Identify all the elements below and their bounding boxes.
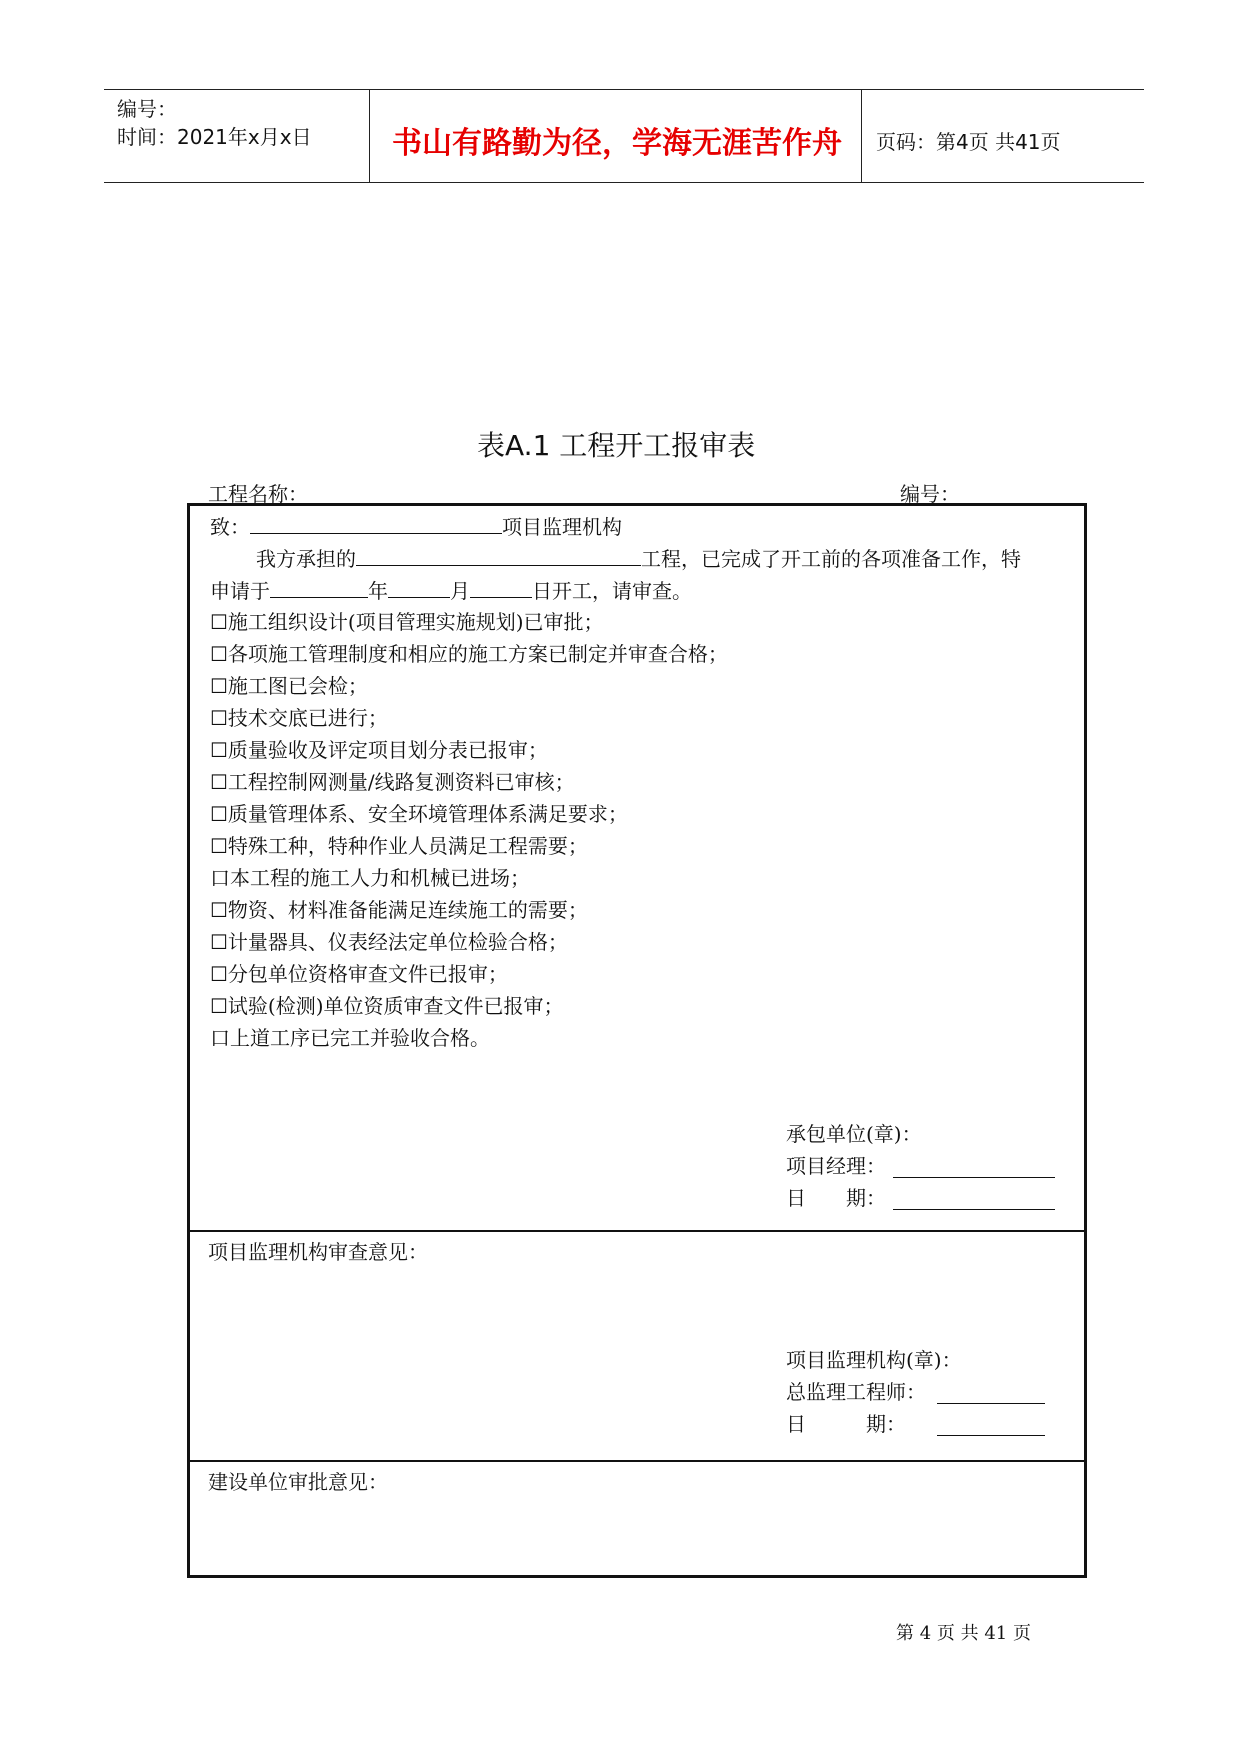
month-label: 月 bbox=[450, 579, 470, 603]
checklist-item[interactable]: ☐计量器具、仪表经法定单位检验合格； bbox=[210, 930, 568, 954]
checklist-item[interactable]: 口本工程的施工人力和机械已进场； bbox=[210, 866, 530, 890]
checklist-item[interactable]: ☐特殊工种，特种作业人员满足工程需要； bbox=[210, 834, 588, 858]
form-title: 表A.1 工程开工报审表 bbox=[477, 429, 756, 462]
request-line-1 bbox=[256, 545, 1021, 572]
project-manager-label: 项目经理： bbox=[786, 1154, 886, 1178]
section-separator-2 bbox=[187, 1460, 1087, 1462]
contractor-seal-label: 承包单位(章)： bbox=[786, 1122, 922, 1146]
checklist-item[interactable]: ☐物资、材料准备能满足连续施工的需要； bbox=[210, 898, 588, 922]
header-serial-label: 编号： bbox=[117, 97, 177, 121]
form-number-label: 编号： bbox=[900, 482, 960, 506]
day-blank[interactable] bbox=[470, 577, 532, 598]
checklist-item[interactable]: ☐质量验收及评定项目划分表已报审； bbox=[210, 738, 548, 762]
footer-page-number: 第 4 页 共 41 页 bbox=[896, 1623, 1031, 1644]
day-label: 日开工，请审查。 bbox=[532, 579, 692, 603]
checklist-item[interactable]: ☐施工组织设计(项目管理实施规划)已审批； bbox=[210, 610, 604, 634]
year-blank[interactable] bbox=[270, 577, 368, 598]
header-divider-left bbox=[369, 89, 370, 182]
supervision-opinion-label: 项目监理机构审查意见： bbox=[208, 1240, 428, 1264]
checklist-item[interactable]: ☐各项施工管理制度和相应的施工方案已制定并审查合格； bbox=[210, 642, 728, 666]
supervision-seal-label: 项目监理机构(章)： bbox=[786, 1348, 962, 1372]
checklist-item[interactable]: ☐质量管理体系、安全环境管理体系满足要求； bbox=[210, 802, 628, 826]
project-manager-blank[interactable] bbox=[893, 1177, 1055, 1178]
header-divider-right bbox=[861, 89, 862, 182]
header-motto: 书山有路勤为径，学海无涯苦作舟 bbox=[392, 126, 842, 161]
chief-engineer-blank[interactable] bbox=[937, 1403, 1045, 1404]
checklist-item[interactable]: ☐工程控制网测量/线路复测资料已审核； bbox=[210, 770, 575, 794]
owner-approval-label: 建设单位审批意见： bbox=[208, 1470, 388, 1494]
apply-prefix: 申请于 bbox=[210, 579, 270, 603]
year-label: 年 bbox=[368, 579, 388, 603]
contractor-date-blank[interactable] bbox=[893, 1209, 1055, 1210]
contractor-date-label: 日 期： bbox=[786, 1186, 886, 1210]
checklist-item[interactable]: 口上道工序已完工并验收合格。 bbox=[210, 1026, 490, 1050]
to-suffix: 项目监理机构 bbox=[502, 515, 622, 539]
addressee-blank[interactable] bbox=[250, 513, 502, 534]
checklist-item[interactable]: ☐试验(检测)单位资质审查文件已报审； bbox=[210, 994, 564, 1018]
month-blank[interactable] bbox=[388, 577, 450, 598]
request-suffix: 工程，已完成了开工前的各项准备工作，特 bbox=[641, 547, 1021, 571]
to-prefix: 致： bbox=[210, 515, 250, 539]
chief-engineer-label: 总监理工程师： bbox=[786, 1380, 926, 1404]
project-name-label: 工程名称： bbox=[208, 482, 308, 506]
header-top-rule bbox=[104, 89, 1144, 90]
request-prefix: 我方承担的 bbox=[256, 547, 356, 571]
header-bottom-rule bbox=[104, 182, 1144, 183]
checklist-item[interactable]: ☐施工图已会检； bbox=[210, 674, 368, 698]
request-line-2 bbox=[210, 577, 692, 604]
header-page-label: 页码：第4页 共41页 bbox=[876, 130, 1061, 154]
checklist-item[interactable]: ☐分包单位资格审查文件已报审； bbox=[210, 962, 508, 986]
header-time-label: 时间：2021年x月x日 bbox=[117, 125, 312, 149]
supervision-date-label: 日 期： bbox=[786, 1412, 906, 1436]
section-separator-1 bbox=[187, 1230, 1087, 1232]
checklist-item[interactable]: ☐技术交底已进行； bbox=[210, 706, 388, 730]
project-blank[interactable] bbox=[356, 545, 641, 566]
supervision-date-blank[interactable] bbox=[937, 1435, 1045, 1436]
addressee-line bbox=[210, 513, 622, 540]
